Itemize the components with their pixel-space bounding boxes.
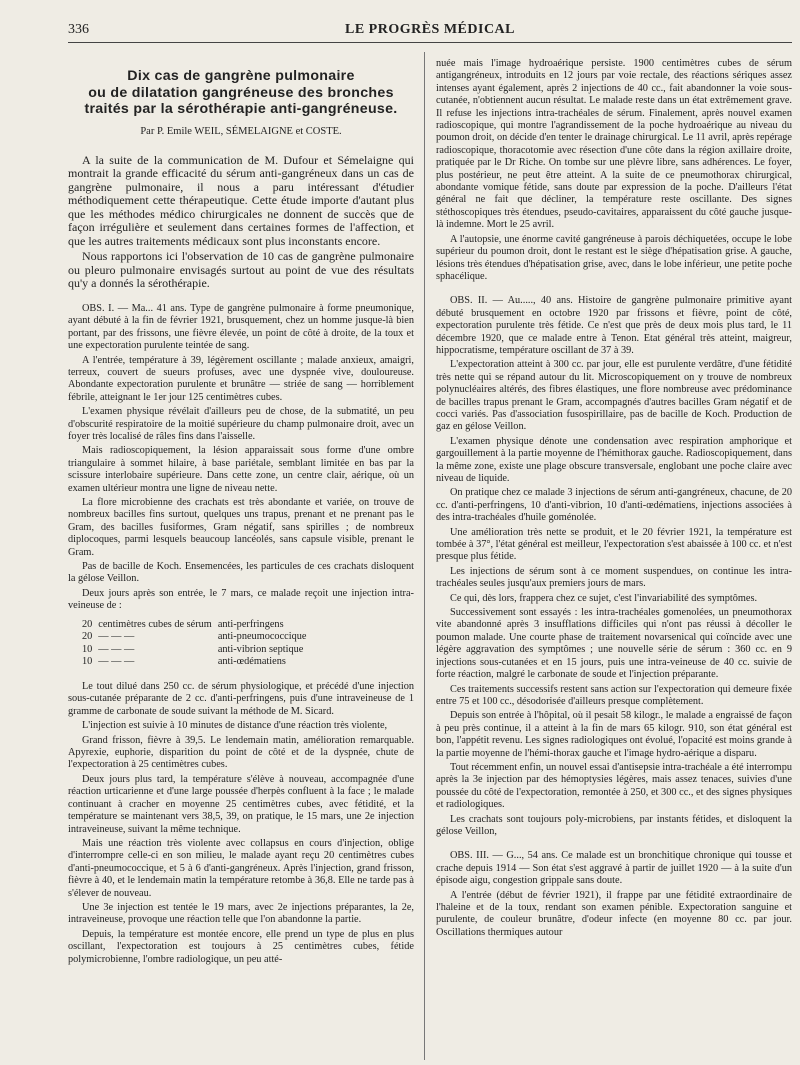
paragraph: L'expectoration atteint à 300 cc. par jour, elle est purulente verdâtre, d'une fétidité très nette qui se répand autour du lit. Microscopiquement on y trouve de nombreux polynucléaires altérés, des fibres élastiques, une flore nombreuse avec prédominance de bacilles trapus prenant le Gram, accompagnés d'autres bacilles Gram négatif et de cocci variés. Pas d'association fusospirillaire, pas de bacille de Koch. Production de gaz en gélose Veillon. [436, 359, 792, 433]
paragraph: Deux jours après son entrée, le 7 mars, ce malade reçoit une injection intra-veineuse de : [68, 587, 414, 612]
paragraph: Tout récemment enfin, un nouvel essai d'antisepsie intra-trachéale a été interrompu après la 3e injection par des hémoptysies légères, mais assez tenaces, suivies d'une poussée du côté de l'expectoration, remontée à 250, et 300 cc., et des signes physiques et radiologiques. [436, 761, 792, 811]
paragraph: A l'autopsie, une énorme cavité gangréneuse à parois déchiquetées, occupe le lobe supérieur du poumon droit, dont le restant est le siège d'hépatisation grise. A gauche, lésions très étendues d'hépatisation grise, avec, dans le lobe inférieur, une petite poche sphacélique. [436, 233, 792, 282]
paragraph: OBS. III. — G..., 54 ans. Ce malade est un bronchitique chronique qui tousse et crache depuis 1914 — Son état s'est aggravé à partir de juillet 1920 — à la suite d'un épisode aigu, congestion grippale sans doute. [436, 850, 792, 887]
article-title [68, 68, 414, 118]
running-header [68, 22, 792, 44]
dose-qty: 20 [82, 631, 93, 643]
column-divider [424, 52, 425, 1060]
paragraph: OBS. I. — Ma... 41 ans. Type de gangrène pulmonaire à forme pneumonique, ayant débuté à la fin de février 1921, brusquement, chez un homme jusque-là bien portant, par des frissons, une fièvre élevée, un point de côté à droite, de la toux et une expectoration purulente teintée de sang. [68, 302, 414, 352]
introduction [68, 154, 414, 291]
paragraph: Le tout dilué dans 250 cc. de sérum physiologique, et précédé d'une injection sous-cutanée préparante de 2 cc. d'anti-perfringens, puis d'une intraveineuse de 1 gramme de carbonate de soude suivant la méthode de M. Sicard. [68, 681, 414, 717]
dose-qty: 20 [82, 618, 93, 630]
article-byline: Par P. Emile WEIL, SÉMELAIGNE et COSTE. [140, 125, 342, 137]
header-rule [68, 42, 792, 43]
paragraph: Une amélioration très nette se produit, et le 20 février 1921, la température est tombée à 37°, l'état général est meilleur, l'expectoration s'est abaissée à 100 cc. et n'est presque plus fétide. [436, 526, 792, 563]
dose-agent: anti-vibrion septique [217, 643, 304, 655]
paragraph: Ces traitements successifs restent sans action sur l'expectoration qui demeure fixée entre 75 et 100 cc., désodorisée d'ailleurs presque complètement. [436, 683, 792, 707]
paragraph: A la suite de la communication de M. Dufour et Sémelaigne qui montrait la grande efficacité du sérum anti-gangréneux dans un cas de gangrène pulmonaire, il nous a paru intéressant d'étudier méthodiquement cette thérapeutique. Cette étude importe d'autant plus que les méthodes médico chirurgicales ne donnent de succès que de façon irrégulière et seulement dans certaines formes de l'affection, et que les autres traitements médicaux sont plus inconstants encore. [68, 152, 414, 248]
right-column [436, 58, 792, 1061]
paragraph: Depuis, la température est montée encore, elle prend un type de plus en plus oscillant, l'expectoration est toujours à 25 centimètres cubes, fétide polymicrobienne, l'ombre radiologique, un peu atté- [68, 928, 414, 965]
paragraph: On pratique chez ce malade 3 injections de sérum anti-gangréneux, chacune, de 20 cc. d'anti-perfringens, 10 d'anti-vibrion, 10 d'anti-œdématiens, injections associées à des intra-trachéales d'huile goménolée. [436, 487, 792, 524]
left-column [68, 56, 414, 1061]
dose-table [82, 619, 312, 669]
paragraph: L'injection est suivie à 10 minutes de distance d'une réaction très violente, [82, 720, 388, 732]
paragraph: Les injections de sérum sont à ce moment suspendues, on continue les intra-trachéales seules jusqu'aux premiers jours de mars. [436, 565, 792, 590]
dose-agent: anti-œdématiens [217, 656, 286, 668]
paragraph: Mais radioscopiquement, la lésion apparaissait sous forme d'une ombre triangulaire à sommet hilaire, à base pariétale, semblant limitée en bas par la scissure interlobaire supérieure. Dans cette zone, un centre clair, aérique, où un examen ultérieur montra une ligne de niveau nette. [68, 445, 414, 494]
journal-title: LE PROGRÈS MÉDICAL [344, 22, 516, 37]
dose-row [82, 644, 312, 657]
dose-unit: — — — [98, 631, 135, 643]
paragraph: A l'entrée, température à 39, légèrement oscillante ; malade anxieux, amaigri, terreux, couvert de sueurs profuses, avec une dyspnée vive, douloureuse. Abondante expectoration purulente et brunâtre — striée de sang — horriblement fébrile, atteignant le 1er jour 125 centimètres cubes. [68, 354, 414, 403]
dose-qty: 10 [82, 643, 93, 655]
paragraph: Pas de bacille de Koch. Ensemencées, les particules de ces crachats disloquent la gélose Veillon. [68, 561, 414, 585]
paragraph: Les crachats sont toujours poly-microbiens, par instants fétides, et disloquent la gélose Veillon, [436, 813, 792, 837]
paragraph: L'examen physique dénote une condensation avec respiration amphorique et gargouillement à la partie moyenne de l'hémithorax gauche. Radioscopiquement, dans la même zone, existe une plage obscure transversale, englobant une poche claire avec niveau de liquide. [436, 435, 792, 484]
paragraph: Une 3e injection est tentée le 19 mars, avec 2e injections préparantes, la 2e, intraveineuse, provoque une réaction telle que l'on abandonne la partie. [68, 901, 414, 926]
paragraph: Ce qui, dès lors, frappera chez ce sujet, c'est l'invariabilité des symptômes. [450, 592, 758, 604]
paragraph: L'examen physique révélait d'ailleurs peu de chose, de la submatité, un peu d'obscurité respiratoire de la moitié supérieure du champ pulmonaire droit, avec un foyer très localisé de râles fins dans l'aisselle. [68, 406, 414, 442]
paragraph: Grand frisson, fièvre à 39,5. Le lendemain matin, amélioration remarquable. Apyrexie, euphorie, disparition du point de côté et de la dyspnée, chute de l'expectoration à 25 centimètres cubes. [68, 734, 414, 771]
paragraph: OBS. II. — Au....., 40 ans. Histoire de gangrène pulmonaire primitive ayant débuté brusquement en octobre 1920 par frissons et fièvre, point de côté, expectoration purulente très fétide. Ce n'est que près de deux mois plus tard, le 11 décembre 1920, que ce malade entre à Tenon. Etat général très atteint, maigreur, hippocratisme, température oscillant de 37 à 39. [436, 295, 792, 356]
paragraph: Deux jours plus tard, la température s'élève à nouveau, accompagnée d'une réaction urticarienne et d'une large poussée d'herpès confluent à la face ; le malade continuant à cracher en moyenne 25 centimètres cubes, avec fétidité, et la température se maintenant vers 38,5, 39, on pratique, le 15 mars, une 2e injection intraveineuse, suivant la même technique. [68, 773, 414, 835]
paragraph: Mais une réaction très violente avec collapsus en cours d'injection, oblige d'interrompre celle-ci en son milieu, le malade ayant reçu 20 centimètres cubes d'anti-pneumococcique, et 5 à 6 d'anti-gangréneux. Après l'injection, grand frisson, fièvre à 40, et le lendemain matin la température retombe à 36,8. Elle ne tarde pas à s'élever de nouveau. [68, 837, 414, 899]
paragraph: Successivement sont essayés : les intra-trachéales gomenolées, un pneumothorax vite abandonné après 3 insufflations difficiles qui n'ont pas réussi à décoller le poumon malade. Une courte phase de traitement novarsenical qui coïncide avec une légère aggravation des symptômes ; une nouvelle série de sérum : 360 cc. en 9 injections sous-cutanées et en 15 jours, puis une intra-veineuse de 40 cc. suivie de forte réaction, malgré le carbonate de soude et l'injection préparante. [436, 607, 792, 681]
paragraph: Depuis son entrée à l'hôpital, où il pesait 58 kilogr., le malade a engraissé de façon à peu près continue, il a atteint à la fin de mars 65 kilogr. 910, son état général est bon, l'appétit revenu. Les signes radiologiques ont évolué, l'opacité est moins grande à la partie moyenne de l'hémi-thorax gauche et l'image hydro-aérique a disparu. [436, 710, 792, 759]
paragraph: A l'entrée (début de février 1921), il frappe par une fétidité extraordinaire de l'haleine et de la toux, rendant son examen pénible. Expectoration sanguine et purulente, de couleur brunâtre, d'odeur infecte (en moyenne 80 cc. par jour. Oscillations thermiques autour [436, 889, 792, 938]
dose-qty: 10 [82, 656, 93, 668]
dose-unit: centimètres cubes de sérum [98, 618, 212, 630]
dose-unit: — — — [98, 643, 135, 655]
paragraph: La flore microbienne des crachats est très abondante et variée, on trouve de nombreux bacilles fins surtout, quelques uns trapus, prenant et ne prenant pas le Gram, des bacilles fusiformes, Gram négatif, sans spirilles ; de nombreux diplocoques, parmi lesquels beaucoup lancéolés, sans capsule visible, prenant le Gram. [68, 497, 414, 558]
title-line: ou de dilatation gangréneuse des bronches [88, 84, 394, 101]
dose-row [82, 631, 312, 644]
dose-row [82, 619, 312, 632]
title-line: Dix cas de gangrène pulmonaire [127, 68, 355, 84]
dose-agent: anti-pneumococcique [217, 631, 307, 643]
dose-row [82, 656, 312, 669]
title-line: traités par la sérothérapie anti-gangréneuse. [84, 101, 398, 117]
paragraph: Nous rapportons ici l'observation de 10 cas de gangrène pulmonaire ou pleuro pulmonaire envisagés surtout au point de vue des résultats qu'y a donnés la sérothérapie. [68, 249, 414, 291]
paragraph: nuée mais l'image hydroaérique persiste. 1900 centimètres cubes de sérum antigangréneux, introduits en 12 jours par voie rectale, des réactions sériques assez intenses ayant également, après 2 injections de 40 cc., fait abandonner la voie sous-cutanée, n'obtiennent aucun résultat. Le malade reste dans un état extrêmement grave. Il refuse les injections intra-trachéales de sérum. Finalement, après nouvel examen radioscopique, qui montre l'agrandissement de la poche hydroaérique au niveau du poumon droit, on décide d'en tenter le drainage chirurgical. Le 11 avril, après repérage radioscopique, thoracotomie avec résection d'une côte dans la région axillaire droite, pratiquée par le Dr Riche. On tombe sur une plèvre libre, sans adhérences. Le foyer, plus postérieur, ne peut être atteint. A la suite de ce pneumothorax chirurgical, abondante vomique fétide, sans doute par expression de la poche. D'ailleurs l'état général ne fait que décliner, la température reste oscillante. Des signes stéthoscopiques très étendues, pseudo-cavitaires, apparaissent du côté gauche jusque-là indemne. Mort le 25 avril. [436, 58, 792, 231]
dose-agent: anti-perfringens [217, 618, 284, 630]
page-number: 336 [68, 22, 89, 37]
dose-unit: — — — [98, 656, 135, 668]
